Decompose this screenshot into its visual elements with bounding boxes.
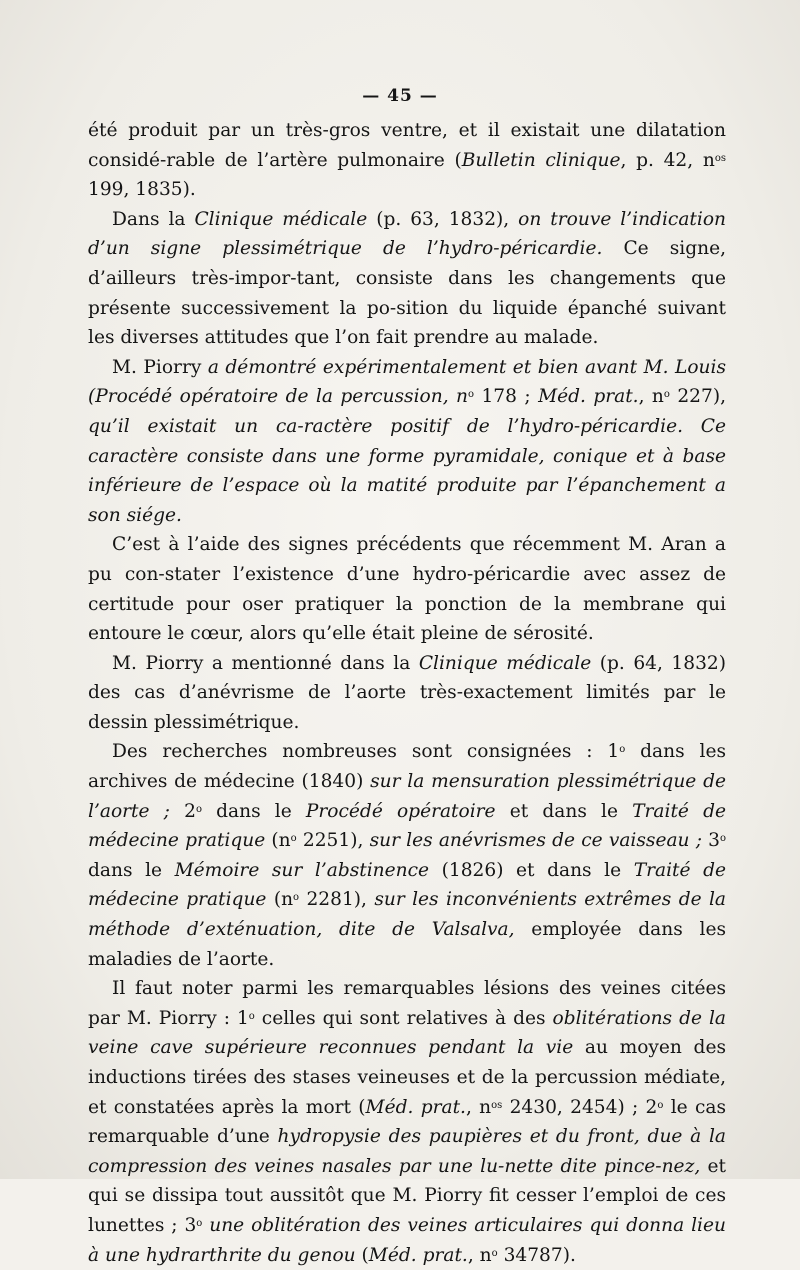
text-run: C’est à l’aide des signes précédents que récemment M. Aran a pu con-stater l’existence d’une hydro-péricardie avec assez de certitude pour oser pratiquer la ponction de la membrane qui entoure le cœur, alors qu’elle était pleine de sérosité. <box>88 534 726 645</box>
superscript: o <box>468 389 475 401</box>
italic-text: sur la mensuration plessimétrique de l’aorte ; <box>88 771 726 822</box>
text-run: et dans le <box>495 800 633 822</box>
italic-text: hydropysie des paupières et du front, due à la compression des veines nasales par une lu-nette dite pince-nez, <box>88 1126 726 1177</box>
text-run: ( <box>355 1244 369 1266</box>
italic-text: sur les inconvénients extrêmes de la méthode d’exténuation, dite de Valsalva, <box>88 889 727 941</box>
text-run: (p. 64, 1832) des cas d’anévrisme de l’aorte très-exactement limités par le dessin plessimétrique. <box>88 652 726 733</box>
text-run: , n <box>638 386 664 408</box>
text-run: M. Piorry a mentionné dans la <box>112 652 419 674</box>
italic-text: oblitérations de la veine cave supérieure reconnues pendant la vie <box>88 1007 726 1059</box>
text-run: , p. 42, n <box>620 149 715 171</box>
superscript: o <box>719 833 727 845</box>
italic-text: Traité de médecine pratique <box>88 800 726 852</box>
text-run: Dans la <box>112 208 195 230</box>
text-run: dans le <box>88 859 175 881</box>
text-run: et qui se dissipa tout aussitôt que M. Piorry fit cesser l’emploi de ces lunettes ; 3 <box>88 1155 726 1236</box>
paragraph-p2 <box>88 353 726 531</box>
superscript: o <box>619 744 626 756</box>
text-run: 227), <box>669 386 727 408</box>
italic-text: Méd. prat. <box>538 386 639 408</box>
italic-text: Clinique médicale <box>194 208 368 230</box>
superscript: o <box>195 803 202 815</box>
superscript: o <box>293 892 300 904</box>
text-run: 34787). <box>497 1244 576 1266</box>
text-run: , n <box>465 1096 492 1118</box>
text-run: le cas remarquable d’une <box>88 1096 727 1148</box>
paragraph-p1 <box>88 205 726 353</box>
superscript: os <box>714 152 726 164</box>
italic-text: Procédé opératoire <box>305 800 496 822</box>
paragraph-p0 <box>88 116 726 205</box>
text-run: au moyen des inductions tirées des stases veineuses et de la percussion médiate, et constatées après la mort ( <box>88 1037 726 1118</box>
text-run: dans les archives de médecine (1840) <box>88 741 726 793</box>
paragraph-p6 <box>88 974 726 1270</box>
text-run: 3 <box>701 830 720 852</box>
body-text <box>88 116 726 1270</box>
italic-text: on trouve l’indication d’un signe plessimétrique de l’hydro-péricardie. <box>88 208 726 260</box>
italic-text: Méd. prat. <box>368 1244 468 1266</box>
paragraph-p4 <box>88 649 726 738</box>
superscript: os <box>491 1099 503 1111</box>
superscript: o <box>663 389 670 401</box>
italic-text: Méd. prat. <box>365 1096 466 1118</box>
superscript: o <box>657 1099 664 1111</box>
text-run: M. Piorry <box>112 356 208 378</box>
text-run: employée dans les maladies de l’aorte. <box>88 919 726 970</box>
text-run: (1826) et dans le <box>429 859 634 881</box>
italic-text: qu’il existait un ca-ractère positif de l’hydro-péricardie. Ce caractère consiste dans une forme pyramidale, conique et à base inférieure de l’espace où la matité produite par l’épanchement a son siége. <box>88 415 726 526</box>
italic-text: Bulletin clinique <box>461 149 621 171</box>
text-run: 2430, 2454) ; 2 <box>502 1096 658 1118</box>
superscript: o <box>491 1247 498 1259</box>
text-run: Il faut noter parmi les remarquables lésions des veines citées par M. Piorry : 1 <box>88 978 726 1029</box>
text-run: 2251), <box>296 830 370 852</box>
text-run: 2281), <box>299 889 375 911</box>
text-run: 2 <box>169 800 196 822</box>
text-run: 199, 1835). <box>88 179 196 201</box>
text-run: 178 ; <box>474 386 539 408</box>
paragraph-p5 <box>88 737 726 974</box>
text-run: (n <box>266 889 294 911</box>
text-run <box>202 1215 209 1236</box>
text-run: Ce signe, d’ailleurs très-impor-tant, consiste dans les changements que présente successivement la po-sition du liquide épanché suivant les diverses attitudes que l’on fait prendre au malade. <box>88 238 726 349</box>
italic-text: Traité de médecine pratique <box>88 859 726 911</box>
italic-text: a démontré expérimentalement et bien avant M. Louis (Procédé opératoire de la percussion, n <box>88 356 727 408</box>
superscript: o <box>248 1010 255 1022</box>
italic-text: Mémoire sur l’abstinence <box>174 859 430 881</box>
superscript: o <box>290 833 297 845</box>
text-run: , n <box>467 1244 492 1266</box>
paragraph-p3 <box>88 530 726 648</box>
page-number: — 45 — <box>362 86 438 106</box>
superscript: o <box>196 1217 203 1229</box>
text-run: Des recherches nombreuses sont consignées : 1 <box>112 741 620 763</box>
text-run: dans le <box>201 800 306 822</box>
text-run: celles qui sont relatives à des <box>254 1007 553 1029</box>
text-run: été produit par un très-gros ventre, et il existait une dilatation considé-rable de l’artère pulmonaire ( <box>88 120 726 171</box>
italic-text: sur les anévrismes de ce vaisseau ; <box>369 830 702 852</box>
italic-text: Clinique médicale <box>418 652 592 674</box>
text-run: (n <box>265 830 291 852</box>
text-run: (p. 63, 1832), <box>367 208 519 230</box>
italic-text: une oblitération des veines articulaires qui donna lieu à une hydrarthrite du genou <box>88 1214 726 1266</box>
